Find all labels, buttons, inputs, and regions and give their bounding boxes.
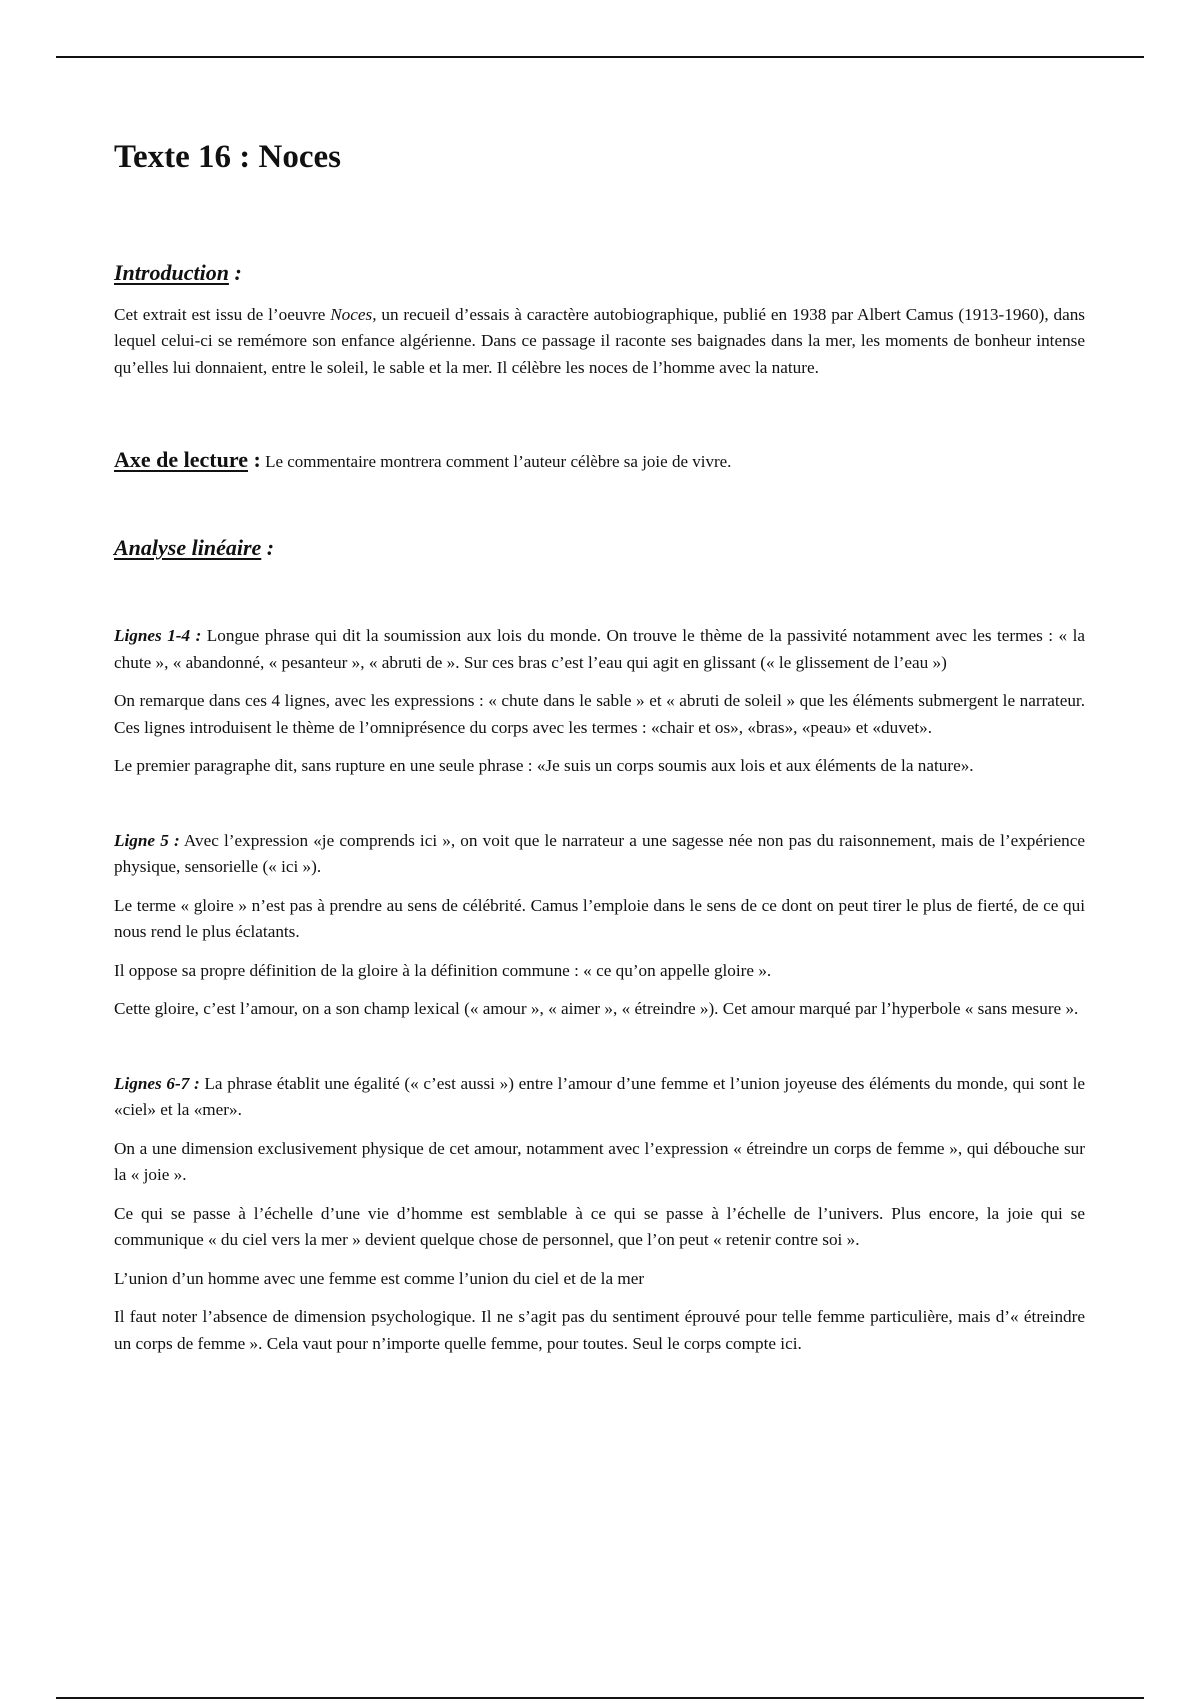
section-line-5 — [114, 828, 1085, 1023]
section-lines-6-7 — [114, 1071, 1085, 1358]
section-paragraph: Ce qui se passe à l’échelle d’une vie d’homme est semblable à ce qui se passe à l’échelle de l’univers. Plus encore, la joie qui se communique « du ciel vers la mer » devient quelque chose de personnel, que l’on peut « retenir contre soi ». — [114, 1203, 1085, 1250]
section-first-paragraph: Ligne 5 : Avec l’expression «je comprends ici », on voit que le narrateur a une sagesse née non pas du raisonnement, mais de l’expérience physique, sensorielle (« ici »). — [114, 830, 1085, 877]
section-first-paragraph: Lignes 1-4 : Longue phrase qui dit la soumission aux lois du monde. On trouve le thème de la passivité notamment avec les termes : « la chute », « abandonné, « pesanteur », « abruti de ». Sur ces bras c’est l’eau qui agit en glissant (« le glissement de l’eau ») — [114, 626, 1085, 672]
axe-text: Le commentaire montrera comment l’auteur célèbre sa joie de vivre. — [260, 452, 732, 472]
section-paragraph: Il oppose sa propre définition de la gloire à la définition commune : « ce qu’on appelle gloire ». — [114, 960, 772, 980]
section-first-paragraph: Lignes 6-7 : La phrase établit une égalité (« c’est aussi ») entre l’amour d’une femme et l’union joyeuse des éléments du monde, qui sont le «ciel» et la «mer». — [114, 1073, 1085, 1120]
section-paragraph: Le premier paragraphe dit, sans rupture en une seule phrase : «Je suis un corps soumis aux lois et aux éléments de la nature». — [114, 756, 974, 776]
section-paragraph: Cette gloire, c’est l’amour, on a son champ lexical (« amour », « aimer », « étreindre »). Cet amour marqué par l’hyperbole « sans mesure ». — [114, 999, 1079, 1019]
intro-heading: Introduction : — [114, 259, 242, 285]
section-label: Ligne 5 : — [114, 830, 180, 850]
axe-heading: Axe de lecture — [114, 447, 248, 473]
section-label: Lignes 1-4 : — [114, 626, 202, 646]
document-page — [114, 138, 1085, 1357]
section-paragraph: L’union d’un homme avec une femme est comme l’union du ciel et de la mer — [114, 1268, 645, 1288]
analysis-heading-text: Analyse linéaire — [114, 535, 262, 561]
intro-paragraph: Cet extrait est issu de l’oeuvre Noces, un recueil d’essais à caractère autobiographique, publié en 1938 par Albert Camus (1913-1960), dans lequel celui-ci se remémore son enfance algérienne. Dans ce passage il raconte ses baignades dans la mer, les moments de bonheur intense qu’elles lui donnaient, entre le soleil, le sable et la mer. Il célèbre les noces de l’homme avec la nature. — [114, 304, 1085, 377]
section-paragraph: On a une dimension exclusivement physique de cet amour, notamment avec l’expression « étreindre un corps de femme », qui débouche sur la « joie ». — [114, 1138, 1085, 1185]
section-lines-1-4 — [114, 623, 1085, 780]
intro-heading-text: Introduction — [114, 259, 229, 285]
analysis-heading: Analyse linéaire : — [114, 535, 275, 561]
section-paragraph: On remarque dans ces 4 lignes, avec les expressions : « chute dans le sable » et « abruti de soleil » que les éléments submergent le narrateur. Ces lignes introduisent le thème de l’omniprésence du corps avec les termes : «chair et os», «bras», «peau» et «duvet». — [114, 691, 1085, 737]
page-title: Texte 16 : Noces — [114, 139, 341, 175]
section-paragraph: Le terme « gloire » n’est pas à prendre au sens de célébrité. Camus l’emploie dans le sens de ce dont on peut tirer le plus de fierté, de ce qui nous rend le plus éclatants. — [114, 895, 1085, 942]
top-rule — [56, 56, 1144, 58]
reading-axis: Axe de lecture : Le commentaire montrera comment l’auteur célèbre sa joie de vivre. — [114, 447, 732, 473]
section-paragraph: Il faut noter l’absence de dimension psychologique. Il ne s’agit pas du sentiment éprouvé pour telle femme particulière, mais d’« étreindre un corps de femme ». Cela vaut pour n’importe quelle femme, pour toutes. Seul le corps compte ici. — [114, 1307, 1085, 1353]
work-title: Noces, — [330, 304, 377, 324]
section-label: Lignes 6-7 : — [114, 1073, 200, 1093]
bottom-rule — [56, 1697, 1144, 1699]
